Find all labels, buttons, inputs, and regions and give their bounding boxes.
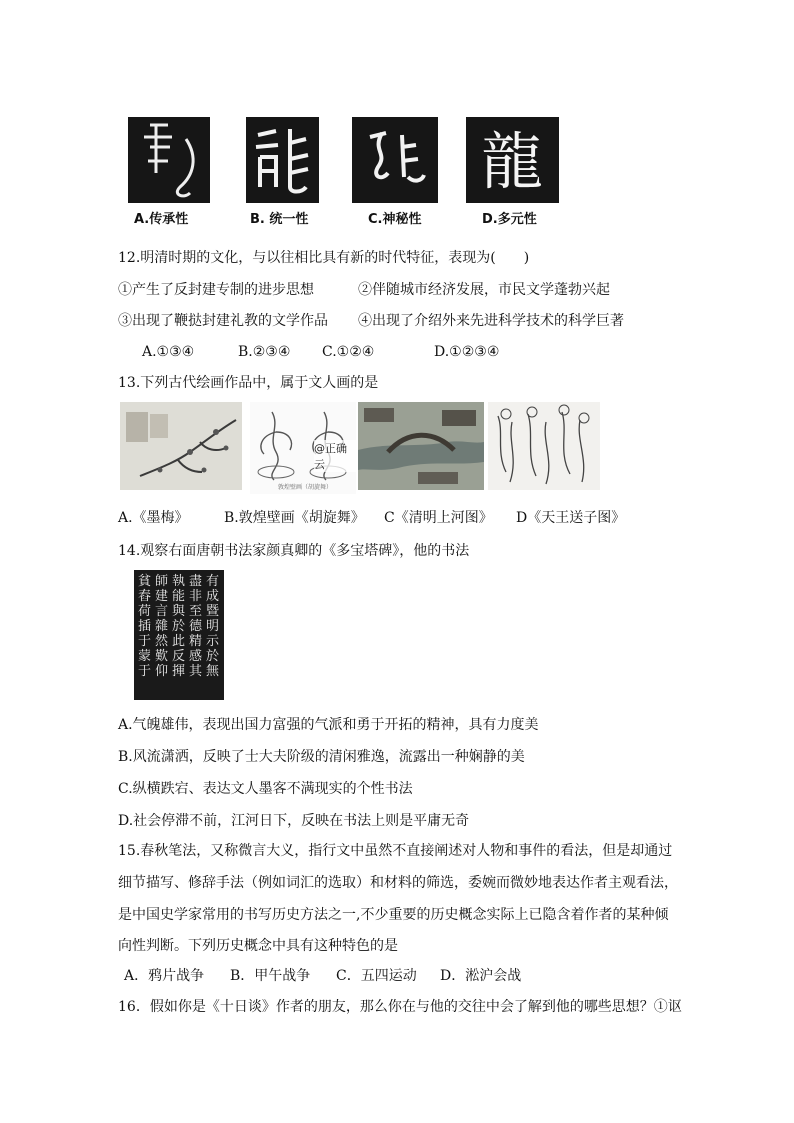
bronze-script-glyph [246, 117, 319, 203]
calligraphy-image-b [246, 117, 319, 203]
q16-stem: 16．假如你是《十日谈》作者的朋友，那么你在与他的交往中会了解到他的哪些思想？①讴 [118, 999, 682, 1015]
plum-branch-drawing [120, 402, 242, 490]
stele-col-1: 有成暨明示於無 [206, 574, 220, 679]
mural-caption: 敦煌壁画（胡旋舞） [278, 484, 333, 491]
q13-choice-d: D《天王送子图》 [516, 510, 626, 526]
painting-dunhuang-mural [250, 402, 356, 494]
riverside-scene-drawing [358, 402, 484, 490]
q12-choice-a: A.①③④ [142, 344, 195, 360]
q15-line-4: 向性判断。下列历史概念中具有这种特色的是 [118, 938, 398, 954]
watermark-label: @正确云 [314, 440, 356, 472]
option-d-label: D.多元性 [482, 212, 537, 227]
option-a-label: A.传承性 [134, 212, 189, 227]
seal-script-glyph [128, 117, 210, 203]
q14-choice-b: B.风流潇洒，反映了士大夫阶级的清闲雅逸，流露出一种娴静的美 [118, 749, 525, 765]
calligraphy-image-a [128, 117, 210, 203]
option-c-label: C.神秘性 [368, 212, 422, 227]
q12-choice-c: C.①②④ [322, 344, 375, 360]
q14-choice-a: A.气魄雄伟，表现出国力富强的气派和勇于开拓的精神，具有力度美 [118, 717, 539, 733]
q14-stem: 14.观察右面唐朝书法家颜真卿的《多宝塔碑》，他的书法 [118, 543, 470, 559]
q15-choice-c: C．五四运动 [336, 968, 417, 984]
option-b-label: B. 统一性 [250, 212, 309, 227]
stele-col-4: 師建言雜然歎仰 [155, 574, 169, 679]
q12-item-2: ②伴随城市经济发展，市民文学蓬勃兴起 [358, 282, 610, 298]
q12-item-1: ①产生了反封建专制的进步思想 [118, 282, 314, 298]
q13-choice-c: C《清明上河图》 [384, 510, 493, 526]
q15-choice-b: B．甲午战争 [230, 968, 311, 984]
painting-qingming [358, 402, 484, 490]
q15-line-3: 是中国史学家常用的书写历史方法之一,不少重要的历史概念实际上已隐含着作者的某种倾 [118, 907, 669, 923]
calligraphy-image-c [352, 117, 438, 203]
svg-text:龍: 龍 [480, 125, 544, 198]
q13-choice-a: A.《墨梅》 [118, 510, 189, 526]
q12-item-4: ④出现了介绍外来先进科学技术的科学巨著 [358, 313, 624, 329]
q13-choice-b: B.敦煌壁画《胡旋舞》 [224, 510, 365, 526]
painting-heavenly-king [488, 402, 600, 490]
q15-line-2: 细节描写、修辞手法（例如词汇的选取）和材料的筛选，委婉而微妙地表达作者主观看法， [118, 875, 678, 891]
regular-script-glyph [466, 117, 559, 203]
cursive-script-glyph [352, 117, 438, 203]
q12-item-3: ③出现了鞭挞封建礼教的文学作品 [118, 313, 328, 329]
q15-line-1: 15.春秋笔法，又称微言大义，指行文中虽然不直接阐述对人物和事件的看法，但是却通过 [118, 843, 673, 859]
q12-choice-b: B.②③④ [238, 344, 291, 360]
calligraphy-image-d [466, 117, 559, 203]
q14-choice-c: C.纵横跌宕、表达文人墨客不满现实的个性书法 [118, 781, 413, 797]
stele-rubbing-image [134, 570, 224, 700]
q14-choice-d: D.社会停滞不前，江河日下，反映在书法上则是平庸无奇 [118, 813, 470, 829]
q15-choice-a: A．鸦片战争 [124, 968, 205, 984]
q12-stem: 12.明清时期的文化，与以往相比具有新的时代特征，表现为( ) [118, 250, 530, 266]
figures-drawing [488, 402, 600, 490]
stele-col-5: 貧舂荷插于蒙于 [138, 574, 152, 679]
stele-col-3: 執能與於此反揮 [172, 574, 186, 679]
q13-stem: 13.下列古代绘画作品中，属于文人画的是 [118, 375, 379, 391]
painting-ink-plum [120, 402, 242, 490]
q15-choice-d: D．淞沪会战 [440, 968, 522, 984]
stele-col-2: 盡非至德精感其 [189, 574, 203, 679]
q12-choice-d: D.①②③④ [434, 344, 500, 360]
